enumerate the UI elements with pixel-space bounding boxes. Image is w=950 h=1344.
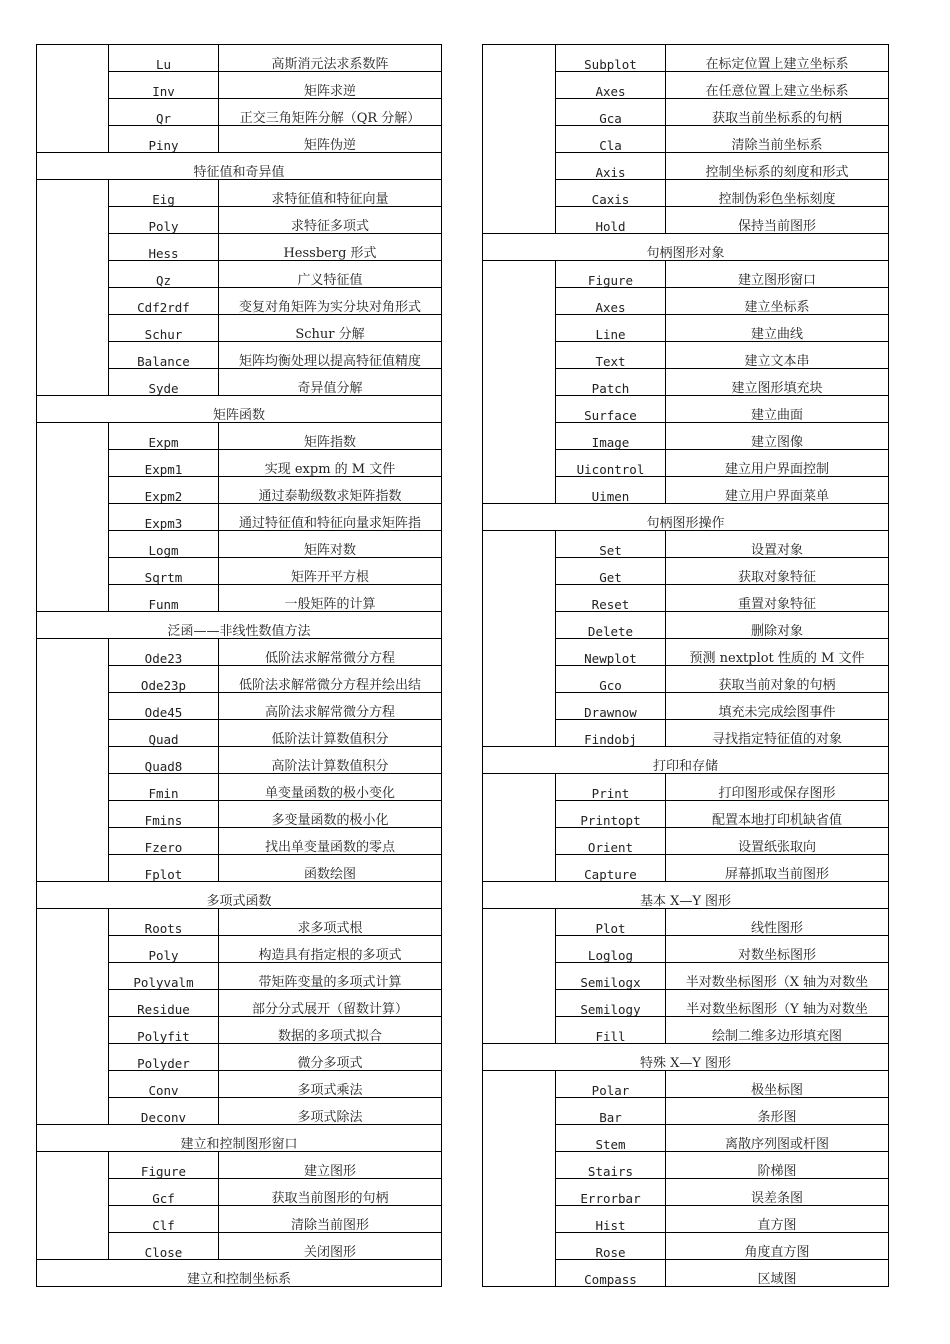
command-name: Close	[109, 1233, 219, 1260]
command-description: 屏幕抓取当前图形	[666, 855, 889, 882]
command-name: Get	[556, 558, 666, 585]
command-name: Surface	[556, 396, 666, 423]
section-title: 句柄图形对象	[483, 234, 889, 261]
table-row	[483, 531, 889, 558]
left-function-table	[36, 44, 442, 1287]
command-description: 单变量函数的极小变化	[219, 774, 442, 801]
command-name: Hess	[109, 234, 219, 261]
section-header-row	[37, 1125, 442, 1152]
command-description: 求特征值和特征向量	[219, 180, 442, 207]
command-name: Text	[556, 342, 666, 369]
group-spacer-cell	[483, 45, 556, 234]
command-name: Expm2	[109, 477, 219, 504]
command-name: Uicontrol	[556, 450, 666, 477]
command-description: 删除对象	[666, 612, 889, 639]
command-description: 建立图像	[666, 423, 889, 450]
command-description: 关闭图形	[219, 1233, 442, 1260]
section-header-row	[483, 747, 889, 774]
command-name: Axes	[556, 72, 666, 99]
command-description: 预测 nextplot 性质的 M 文件	[666, 639, 889, 666]
command-name: Roots	[109, 909, 219, 936]
group-spacer-cell	[37, 180, 109, 396]
command-name: Polyder	[109, 1044, 219, 1071]
command-description: 高斯消元法求系数阵	[219, 45, 442, 72]
command-name: Capture	[556, 855, 666, 882]
command-description: 控制坐标系的刻度和形式	[666, 153, 889, 180]
command-name: Cla	[556, 126, 666, 153]
section-title: 多项式函数	[37, 882, 442, 909]
command-description: 阶梯图	[666, 1152, 889, 1179]
table-row	[483, 909, 889, 936]
command-name: Eig	[109, 180, 219, 207]
command-description: 设置对象	[666, 531, 889, 558]
command-description: 实现 expm 的 M 文件	[219, 450, 442, 477]
command-name: Set	[556, 531, 666, 558]
section-title: 句柄图形操作	[483, 504, 889, 531]
table-row	[37, 423, 442, 450]
group-spacer-cell	[483, 261, 556, 504]
section-title: 特征值和奇异值	[37, 153, 442, 180]
command-name: Axes	[556, 288, 666, 315]
command-description: 条形图	[666, 1098, 889, 1125]
command-description: 获取当前对象的句柄	[666, 666, 889, 693]
command-name: Qz	[109, 261, 219, 288]
section-header-row	[37, 1260, 442, 1287]
group-spacer-cell	[483, 909, 556, 1044]
command-description: 清除当前图形	[219, 1206, 442, 1233]
command-name: Loglog	[556, 936, 666, 963]
command-name: Qr	[109, 99, 219, 126]
section-title: 建立和控制坐标系	[37, 1260, 442, 1287]
command-description: 矩阵均衡处理以提高特征值精度	[219, 342, 442, 369]
table-row	[483, 774, 889, 801]
command-description: 在标定位置上建立坐标系	[666, 45, 889, 72]
command-description: 半对数坐标图形（X 轴为对数坐	[666, 963, 889, 990]
command-description: 一般矩阵的计算	[219, 585, 442, 612]
command-name: Polyvalm	[109, 963, 219, 990]
command-description: 获取当前图形的句柄	[219, 1179, 442, 1206]
command-name: Newplot	[556, 639, 666, 666]
command-description: 多项式乘法	[219, 1071, 442, 1098]
command-name: Balance	[109, 342, 219, 369]
command-name: Poly	[109, 936, 219, 963]
section-header-row	[37, 396, 442, 423]
command-description: 通过特征值和特征向量求矩阵指	[219, 504, 442, 531]
table-row	[37, 45, 442, 72]
section-header-row	[483, 882, 889, 909]
group-spacer-cell	[483, 531, 556, 747]
command-description: Schur 分解	[219, 315, 442, 342]
command-name: Conv	[109, 1071, 219, 1098]
right-function-table	[482, 44, 889, 1287]
command-description: 绘制二维多边形填充图	[666, 1017, 889, 1044]
command-name: Expm	[109, 423, 219, 450]
command-description: 低阶法求解常微分方程并绘出结	[219, 666, 442, 693]
command-name: Clf	[109, 1206, 219, 1233]
command-description: 正交三角矩阵分解（QR 分解）	[219, 99, 442, 126]
command-name: Print	[556, 774, 666, 801]
command-name: Bar	[556, 1098, 666, 1125]
command-description: 设置纸张取向	[666, 828, 889, 855]
table-row	[483, 261, 889, 288]
section-title: 特殊 X—Y 图形	[483, 1044, 889, 1071]
command-name: Ode23p	[109, 666, 219, 693]
command-description: Hessberg 形式	[219, 234, 442, 261]
command-name: Inv	[109, 72, 219, 99]
command-description: 角度直方图	[666, 1233, 889, 1260]
command-description: 填充未完成绘图事件	[666, 693, 889, 720]
table-row	[37, 180, 442, 207]
command-name: Syde	[109, 369, 219, 396]
command-name: Logm	[109, 531, 219, 558]
command-name: Fill	[556, 1017, 666, 1044]
command-name: Semilogy	[556, 990, 666, 1017]
command-description: 建立图形窗口	[666, 261, 889, 288]
command-description: 建立用户界面控制	[666, 450, 889, 477]
group-spacer-cell	[37, 45, 109, 153]
command-name: Compass	[556, 1260, 666, 1287]
command-description: 建立用户界面菜单	[666, 477, 889, 504]
command-name: Line	[556, 315, 666, 342]
command-name: Uimen	[556, 477, 666, 504]
group-spacer-cell	[37, 1152, 109, 1260]
command-description: 矩阵对数	[219, 531, 442, 558]
command-description: 打印图形或保存图形	[666, 774, 889, 801]
command-description: 变复对角矩阵为实分块对角形式	[219, 288, 442, 315]
command-description: 配置本地打印机缺省值	[666, 801, 889, 828]
command-name: Fplot	[109, 855, 219, 882]
command-description: 线性图形	[666, 909, 889, 936]
command-description: 建立曲面	[666, 396, 889, 423]
section-title: 泛函——非线性数值方法	[37, 612, 442, 639]
command-name: Fmin	[109, 774, 219, 801]
command-name: Subplot	[556, 45, 666, 72]
command-description: 部分分式展开（留数计算）	[219, 990, 442, 1017]
command-description: 通过泰勒级数求矩阵指数	[219, 477, 442, 504]
command-name: Quad	[109, 720, 219, 747]
group-spacer-cell	[37, 909, 109, 1125]
command-description: 建立曲线	[666, 315, 889, 342]
command-name: Gca	[556, 99, 666, 126]
command-name: Fmins	[109, 801, 219, 828]
command-description: 构造具有指定根的多项式	[219, 936, 442, 963]
command-description: 获取当前坐标系的句柄	[666, 99, 889, 126]
command-description: 矩阵指数	[219, 423, 442, 450]
command-name: Plot	[556, 909, 666, 936]
command-description: 获取对象特征	[666, 558, 889, 585]
command-name: Deconv	[109, 1098, 219, 1125]
command-name: Lu	[109, 45, 219, 72]
section-header-row	[483, 234, 889, 261]
section-header-row	[37, 153, 442, 180]
command-name: Patch	[556, 369, 666, 396]
command-name: Poly	[109, 207, 219, 234]
command-name: Drawnow	[556, 693, 666, 720]
command-name: Stem	[556, 1125, 666, 1152]
section-header-row	[483, 1044, 889, 1071]
command-name: Figure	[556, 261, 666, 288]
command-name: Gco	[556, 666, 666, 693]
command-description: 区域图	[666, 1260, 889, 1287]
command-name: Polar	[556, 1071, 666, 1098]
command-description: 高阶法求解常微分方程	[219, 693, 442, 720]
command-name: Image	[556, 423, 666, 450]
command-description: 对数坐标图形	[666, 936, 889, 963]
command-description: 直方图	[666, 1206, 889, 1233]
command-name: Schur	[109, 315, 219, 342]
command-description: 低阶法计算数值积分	[219, 720, 442, 747]
command-description: 建立图形填充块	[666, 369, 889, 396]
command-description: 奇异值分解	[219, 369, 442, 396]
table-row	[37, 639, 442, 666]
command-description: 广义特征值	[219, 261, 442, 288]
section-title: 建立和控制图形窗口	[37, 1125, 442, 1152]
command-description: 多变量函数的极小化	[219, 801, 442, 828]
section-header-row	[483, 504, 889, 531]
command-name: Stairs	[556, 1152, 666, 1179]
group-spacer-cell	[483, 1071, 556, 1287]
group-spacer-cell	[483, 774, 556, 882]
command-description: 带矩阵变量的多项式计算	[219, 963, 442, 990]
command-name: Funm	[109, 585, 219, 612]
group-spacer-cell	[37, 639, 109, 882]
command-name: Residue	[109, 990, 219, 1017]
command-name: Cdf2rdf	[109, 288, 219, 315]
command-name: Sqrtm	[109, 558, 219, 585]
command-description: 求多项式根	[219, 909, 442, 936]
command-description: 数据的多项式拟合	[219, 1017, 442, 1044]
command-description: 建立文本串	[666, 342, 889, 369]
section-title: 矩阵函数	[37, 396, 442, 423]
command-description: 寻找指定特征值的对象	[666, 720, 889, 747]
command-name: Figure	[109, 1152, 219, 1179]
command-name: Expm1	[109, 450, 219, 477]
command-name: Delete	[556, 612, 666, 639]
command-name: Polyfit	[109, 1017, 219, 1044]
command-name: Reset	[556, 585, 666, 612]
section-title: 打印和存储	[483, 747, 889, 774]
command-description: 求特征多项式	[219, 207, 442, 234]
command-name: Ode45	[109, 693, 219, 720]
command-description: 高阶法计算数值积分	[219, 747, 442, 774]
command-description: 控制伪彩色坐标刻度	[666, 180, 889, 207]
command-description: 半对数坐标图形（Y 轴为对数坐	[666, 990, 889, 1017]
command-description: 建立图形	[219, 1152, 442, 1179]
command-description: 清除当前坐标系	[666, 126, 889, 153]
command-description: 重置对象特征	[666, 585, 889, 612]
command-name: Orient	[556, 828, 666, 855]
section-header-row	[37, 612, 442, 639]
command-description: 在任意位置上建立坐标系	[666, 72, 889, 99]
right-table-body	[483, 45, 889, 1287]
command-name: Hold	[556, 207, 666, 234]
command-name: Quad8	[109, 747, 219, 774]
command-description: 找出单变量函数的零点	[219, 828, 442, 855]
command-description: 矩阵开平方根	[219, 558, 442, 585]
command-description: 极坐标图	[666, 1071, 889, 1098]
command-name: Fzero	[109, 828, 219, 855]
section-header-row	[37, 882, 442, 909]
command-description: 矩阵求逆	[219, 72, 442, 99]
command-name: Errorbar	[556, 1179, 666, 1206]
command-name: Axis	[556, 153, 666, 180]
command-name: Semilogx	[556, 963, 666, 990]
command-name: Printopt	[556, 801, 666, 828]
command-description: 建立坐标系	[666, 288, 889, 315]
command-name: Rose	[556, 1233, 666, 1260]
command-description: 矩阵伪逆	[219, 126, 442, 153]
command-description: 微分多项式	[219, 1044, 442, 1071]
command-description: 离散序列图或杆图	[666, 1125, 889, 1152]
command-description: 多项式除法	[219, 1098, 442, 1125]
group-spacer-cell	[37, 423, 109, 612]
command-name: Ode23	[109, 639, 219, 666]
command-name: Piny	[109, 126, 219, 153]
table-row	[483, 1071, 889, 1098]
table-row	[483, 45, 889, 72]
command-name: Findobj	[556, 720, 666, 747]
section-title: 基本 X—Y 图形	[483, 882, 889, 909]
table-row	[37, 909, 442, 936]
command-description: 函数绘图	[219, 855, 442, 882]
command-description: 低阶法求解常微分方程	[219, 639, 442, 666]
left-table-body	[37, 45, 442, 1287]
table-row	[37, 1152, 442, 1179]
command-description: 误差条图	[666, 1179, 889, 1206]
command-name: Expm3	[109, 504, 219, 531]
command-name: Gcf	[109, 1179, 219, 1206]
command-description: 保持当前图形	[666, 207, 889, 234]
command-name: Caxis	[556, 180, 666, 207]
command-name: Hist	[556, 1206, 666, 1233]
